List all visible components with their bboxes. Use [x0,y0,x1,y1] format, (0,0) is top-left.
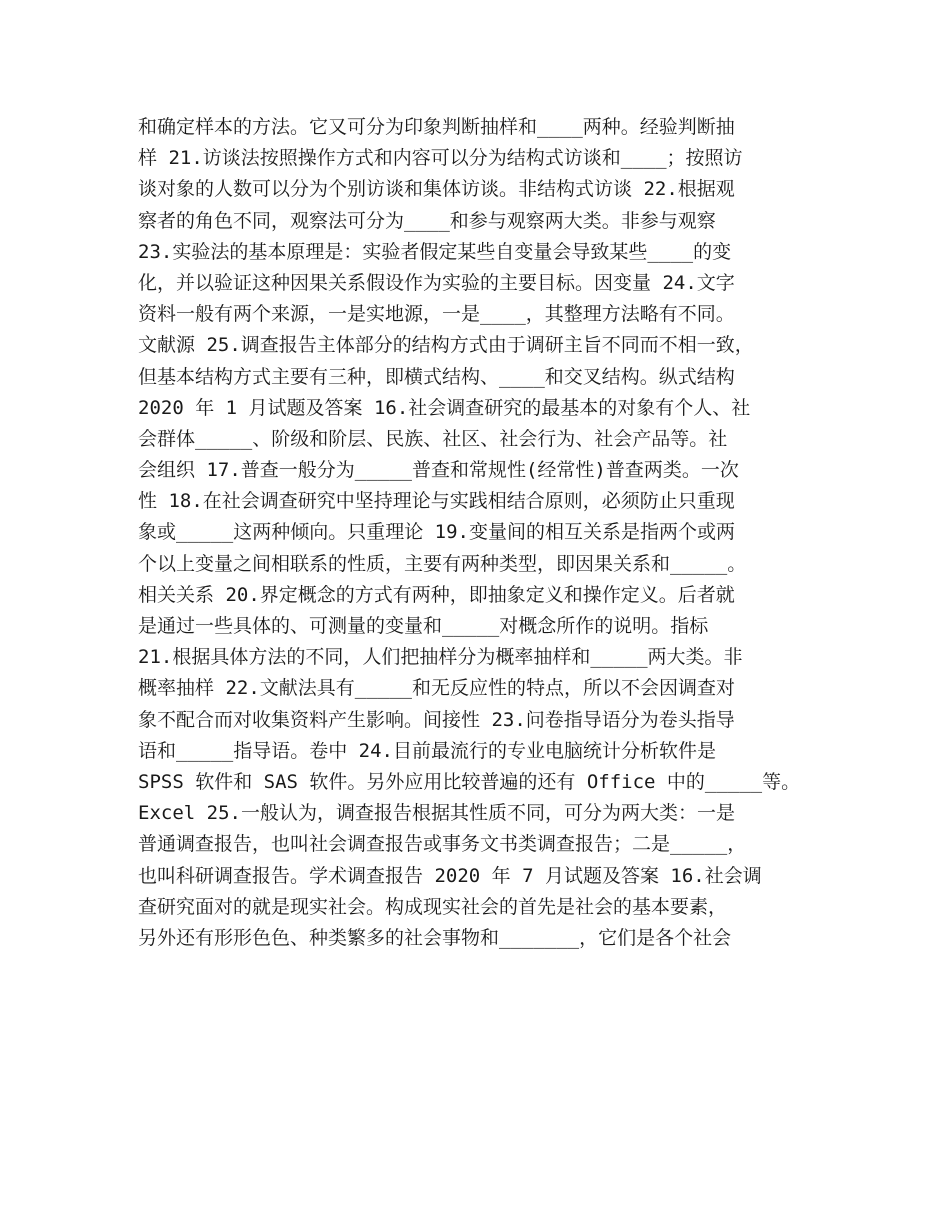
text-line: 个以上变量之间相联系的性质，主要有两种类型，即因果关系和_____。 [138,552,747,575]
text-line: 21.根据具体方法的不同，人们把抽样分为概率抽样和_____两大类。非 [138,646,743,669]
text-line: 会组织 17.普查一般分为_____普查和常规性(经常性)普查两类。一次 [138,459,739,482]
text-line: 2020 年 1 月试题及答案 16.社会调查研究的最基本的对象有个人、社 [138,396,751,419]
text-line: 另外还有形形色色、种类繁多的社会事物和_______，它们是各个社会 [138,926,732,949]
text-line: Excel 25.一般认为，调查报告根据其性质不同，可分为两大类：一是 [138,802,735,825]
text-line: 会群体_____、阶级和阶层、民族、社区、社会行为、社会产品等。社 [138,427,728,450]
text-line: 概率抽样 22.文献法具有_____和无反应性的特点，所以不会因调查对 [138,677,735,700]
text-line: 文献源 25.调查报告主体部分的结构方式由于调研主旨不同而不相一致， [138,334,754,357]
text-line: 化，并以验证这种因果关系假设作为实验的主要目标。因变量 24.文字 [138,271,735,294]
text-line: 查研究面对的就是现实社会。构成现实社会的首先是社会的基本要素， [138,895,728,918]
text-line: 象或_____这两种倾向。只重理论 19.变量间的相互关系是指两个或两 [138,521,735,544]
text-line: 察者的角色不同，观察法可分为____和参与观察两大类。非参与观察 [138,209,716,232]
text-line: 是通过一些具体的、可测量的变量和_____对概念所作的说明。指标 [138,615,709,637]
text-line: 和确定样本的方法。它又可分为印象判断抽样和____两种。经验判断抽 [138,116,735,138]
text-line: 语和_____指导语。卷中 24.目前最流行的专业电脑统计分析软件是 [138,739,716,762]
text-line: 资料一般有两个来源，一是实地源，一是____，其整理方法略有不同。 [138,303,735,326]
text-line: 普通调查报告，也叫社会调查报告或事务文书类调查报告；二是_____， [138,833,747,856]
text-line: 样 21.访谈法按照操作方式和内容可以分为结构式访谈和____；按照访 [138,147,743,170]
text-line: 也叫科研调查报告。学术调查报告 2020 年 7 月试题及答案 16.社会调 [138,864,762,887]
text-line: 象不配合而对收集资料产生影响。间接性 23.问卷指导语分为卷头指导 [138,708,735,731]
text-line: 相关关系 20.界定概念的方式有两种，即抽象定义和操作定义。后者就 [138,583,735,606]
text-line: 谈对象的人数可以分为个别访谈和集体访谈。非结构式访谈 22.根据观 [138,178,735,201]
text-line: 23.实验法的基本原理是：实验者假定某些自变量会导致某些____的变 [138,240,732,263]
text-line: 但基本结构方式主要有三种，即横式结构、____和交叉结构。纵式结构 [138,365,735,388]
text-line: SPSS 软件和 SAS 软件。另外应用比较普遍的还有 Office 中的_____等。 [138,770,801,793]
body-text [138,112,818,954]
text-line: 性 18.在社会调查研究中坚持理论与实践相结合原则，必须防止只重现 [138,490,735,513]
